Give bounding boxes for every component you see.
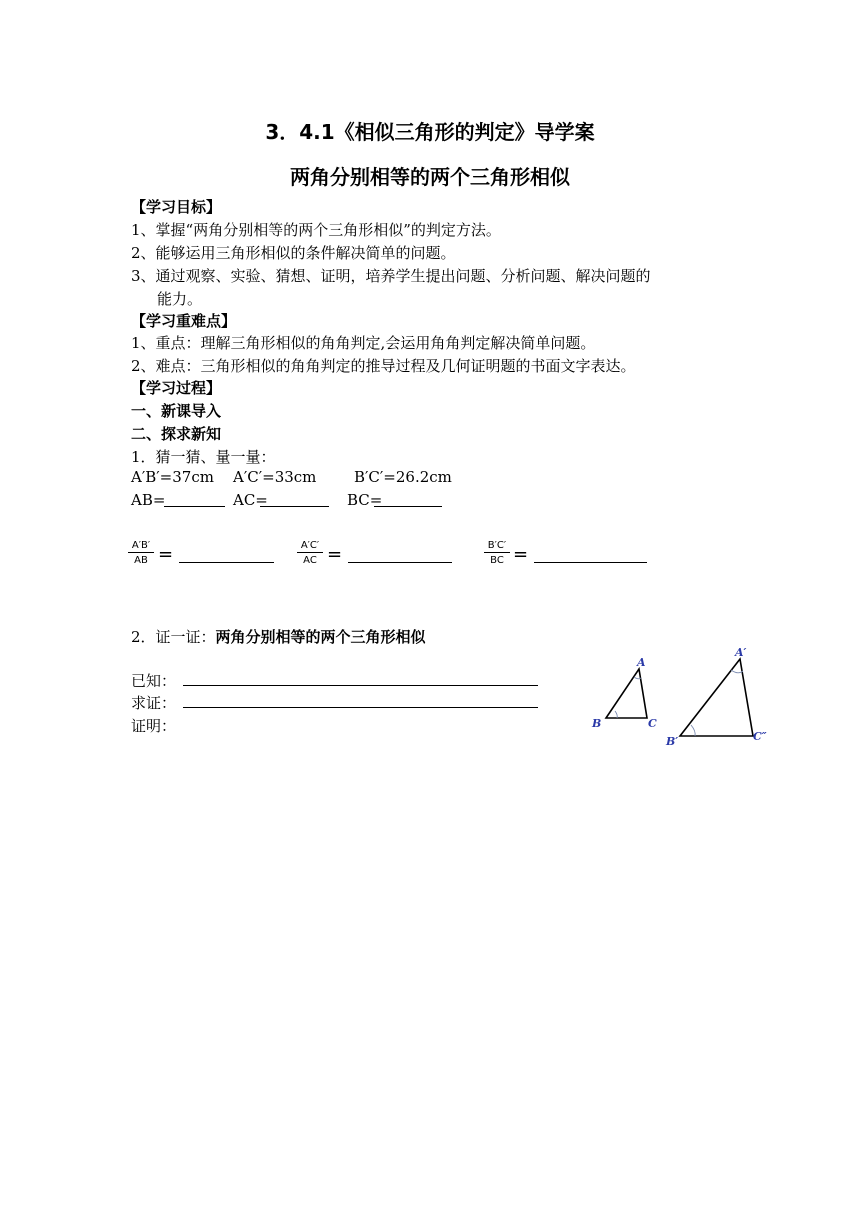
- proof-prompt: [131, 626, 426, 647]
- large-angle-b-arc: [691, 725, 695, 736]
- objective-item: 1、掌握“两角分别相等的两个三角形相似”的判定方法。: [131, 221, 501, 239]
- small-angle-b-arc: [615, 711, 617, 718]
- prove-blank[interactable]: [183, 707, 538, 708]
- measure-ac-prime: A′C′=33cm: [233, 468, 317, 486]
- large-triangle: [665, 646, 767, 748]
- small-triangle: [591, 656, 657, 730]
- vertex-label-b: B: [592, 717, 602, 730]
- ratio-denominator: AC: [303, 555, 317, 566]
- ratio-numerator: A′B′: [128, 540, 154, 553]
- vertex-label-c: C: [648, 717, 657, 730]
- ratio-fraction: [297, 540, 323, 566]
- bc-blank[interactable]: [374, 506, 442, 507]
- measure-ab-prime: A′B′=37cm: [131, 468, 214, 486]
- ratio-denominator: AB: [134, 555, 148, 566]
- ratio-blank[interactable]: [534, 562, 647, 563]
- proof-body-label: 证明：: [131, 717, 177, 735]
- page-title: 3．4.1《相似三角形的判定》导学案: [265, 120, 595, 144]
- small-triangle-shape: [606, 669, 647, 718]
- part-explore: 二、探求新知: [131, 425, 222, 443]
- vertex-label-a: A: [637, 656, 646, 669]
- proof-statement: 两角分别相等的两个三角形相似: [215, 628, 426, 646]
- ab-blank[interactable]: [164, 506, 225, 507]
- ratio-numerator: B′C′: [484, 540, 510, 553]
- given-blank[interactable]: [183, 685, 538, 686]
- key-point-item: 2、难点：三角形相似的角角判定的推导过程及几何证明题的书面文字表达。: [131, 357, 636, 375]
- objective-item: 2、能够运用三角形相似的条件解决简单的问题。: [131, 244, 456, 262]
- ratio-blank[interactable]: [348, 562, 452, 563]
- large-triangle-shape: [680, 659, 753, 736]
- equals-sign: =: [327, 544, 343, 565]
- vertex-label-b-prime: B′: [666, 735, 679, 748]
- ac-label: AC=: [233, 491, 268, 509]
- given-label: 已知：: [131, 672, 177, 690]
- key-point-item: 1、重点：理解三角形相似的角角判定,会运用角角判定解决简单问题。: [131, 334, 596, 352]
- ac-blank[interactable]: [260, 506, 329, 507]
- process-heading: 【学习过程】: [131, 379, 222, 397]
- vertex-label-c-prime: C″: [753, 730, 767, 743]
- ratio-fraction: [128, 540, 154, 566]
- ab-label: AB=: [131, 491, 166, 509]
- key-points-heading: 【学习重难点】: [131, 312, 237, 330]
- bc-label: BC=: [347, 491, 383, 509]
- equals-sign: =: [513, 544, 529, 565]
- guess-label: 1．猜一猜、量一量：: [131, 448, 276, 466]
- ratio-fraction: [484, 540, 510, 566]
- ratio-denominator: BC: [490, 555, 504, 566]
- objective-item: 3、通过观察、实验、猜想、证明，培养学生提出问题、分析问题、解决问题的: [131, 267, 651, 285]
- ratio-numerator: A′C′: [297, 540, 323, 553]
- ratio-blank[interactable]: [179, 562, 274, 563]
- prove-label: 求证：: [131, 694, 177, 712]
- similar-triangles-figure: [588, 644, 778, 750]
- objective-item-continued: 能力。: [157, 290, 203, 308]
- objectives-heading: 【学习目标】: [131, 198, 222, 216]
- measure-bc-prime: B′C′=26.2cm: [354, 468, 452, 486]
- equals-sign: =: [158, 544, 174, 565]
- part-intro: 一、新课导入: [131, 402, 222, 420]
- page-subtitle: 两角分别相等的两个三角形相似: [290, 165, 570, 189]
- vertex-label-a-prime: A′: [735, 646, 747, 659]
- proof-label: 2．证一证：: [131, 628, 216, 646]
